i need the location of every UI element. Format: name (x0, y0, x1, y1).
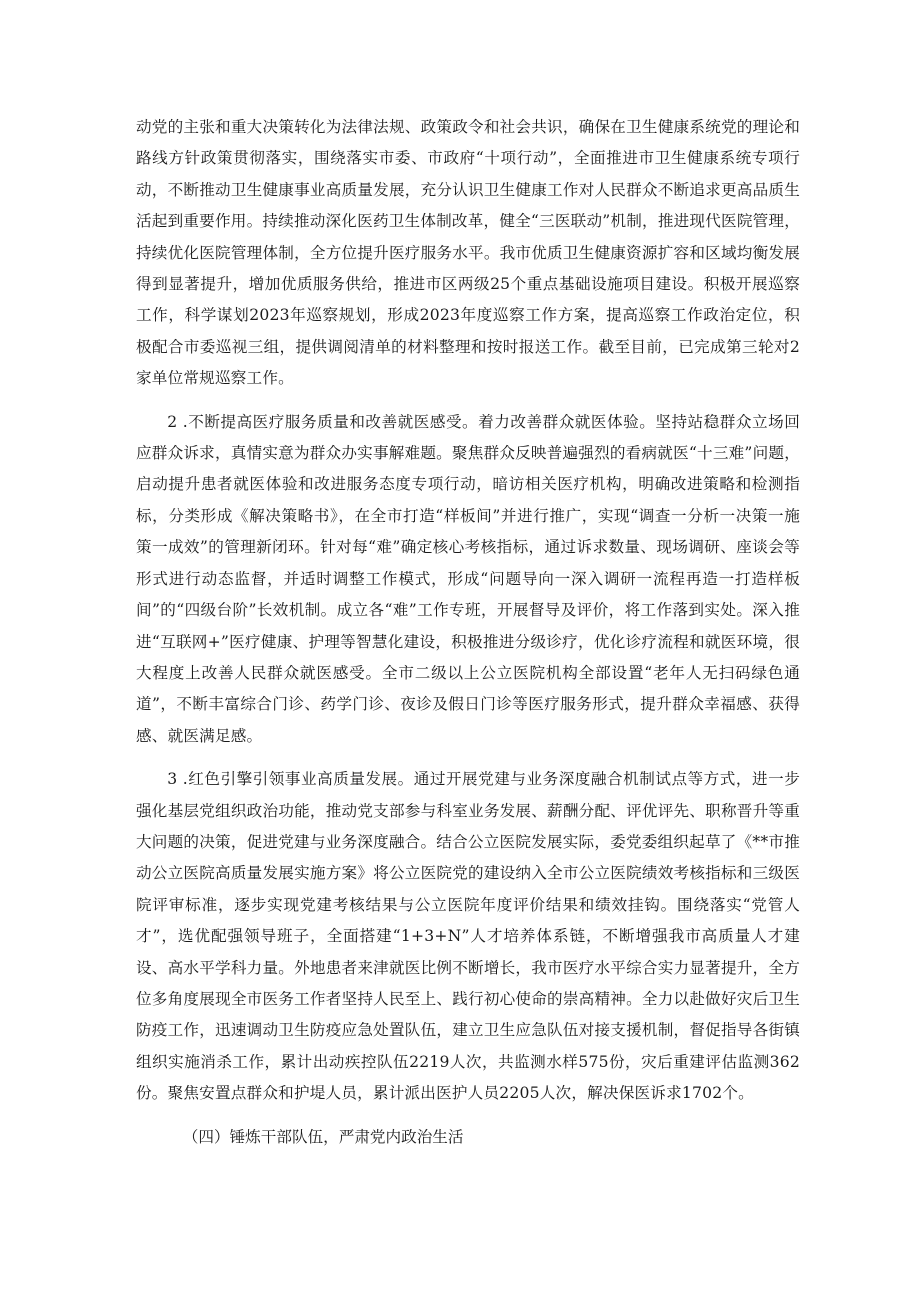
section-heading: （四）锤炼干部队伍，严肃党内政治生活 (182, 1127, 464, 1146)
document-page (136, 112, 800, 1153)
paragraph-party-building: 3 .红色引擎引领事业高质量发展。通过开展党建与业务深度融合机制试点等方式，进一步强化基层党组织政治功能，推动党支部参与科室业务发展、薪酬分配、评优评先、职称晋升等重大问题的决策，促进党建与业务深度融合。结合公立医院发展实际，委党委组织起草了《**市推动公立医院高质量发展实施方案》将公立医院党的建设纳入全市公立医院绩效考核指标和三级医院评审标准，逐步实现党建考核结果与公立医院年度评价结果和绩效挂钩。围绕落实“党管人才”，选优配强领导班子，全面搭建“1+3+N”人才培养体系链，不断增强我市高质量人才建设、高水平学科力量。外地患者来津就医比例不断增长，我市医疗水平综合实力显著提升，全方位多角度展现全市医务工作者坚持人民至上、践行初心使命的崇高精神。全力以赴做好灾后卫生防疫工作，迅速调动卫生防疫应急处置队伍，建立卫生应急队伍对接支援机制，督促指导各街镇组织实施消杀工作，累计出动疾控队伍2219人次，共监测水样575份，灾后重建评估监测362份。聚焦安置点群众和护堤人员，累计派出医护人员2205人次，解决保医诉求1702个。 (136, 770, 800, 1103)
paragraph-medical-service: 2 .不断提高医疗服务质量和改善就医感受。着力改善群众就医体验。坚持站稳群众立场回应群众诉求，真情实意为群众办实事解难题。聚焦群众反映普遍强烈的看病就医“十三难”问题，启动提升患者就医体验和改进服务态度专项行动，暗访相关医疗机构，明确改进策略和检测指标，分类形成《解决策略书》，在全市打造“样板间”并进行推广，实现“调查一分析一决策一施策一成效”的管理新闭环。针对每“难”确定核心考核指标，通过诉求数量、现场调研、座谈会等形式进行动态监督，并适时调整工作模式，形成“问题导向一深入调研一流程再造一打造样板间”的“四级台阶”长效机制。成立各“难”工作专班，开展督导及评价，将工作落到实处。深入推进“互联网+”医疗健康、护理等智慧化建设，积极推进分级诊疗，优化诊疗流程和就医环境，很大程度上改善人民群众就医感受。全市二级以上公立医院机构全部设置“老年人无扫码绿色通道”，不断丰富综合门诊、药学门诊、夜诊及假日门诊等医疗服务形式，提升群众幸福感、获得感、就医满足感。 (136, 412, 800, 745)
paragraph-continuation: 动党的主张和重大决策转化为法律法规、政策政令和社会共识，确保在卫生健康系统党的理论和路线方针政策贯彻落实，围绕落实市委、市政府“十项行动”，全面推进市卫生健康系统专项行动，不断推动卫生健康事业高质量发展，充分认识卫生健康工作对人民群众不断追求更高品质生活起到重要作用。持续推动深化医药卫生体制改革，健全“三医联动”机制，推进现代医院管理，持续优化医院管理体制，全方位提升医疗服务水平。我市优质卫生健康资源扩容和区域均衡发展得到显著提升，增加优质服务供给，推进市区两级25个重点基础设施项目建设。积极开展巡察工作，科学谋划2023年巡察规划，形成2023年度巡察工作方案，提高巡察工作政治定位，积极配合市委巡视三组，提供调阅清单的材料整理和按时报送工作。截至目前，已完成第三轮对2家单位常规巡察工作。 (136, 118, 800, 388)
